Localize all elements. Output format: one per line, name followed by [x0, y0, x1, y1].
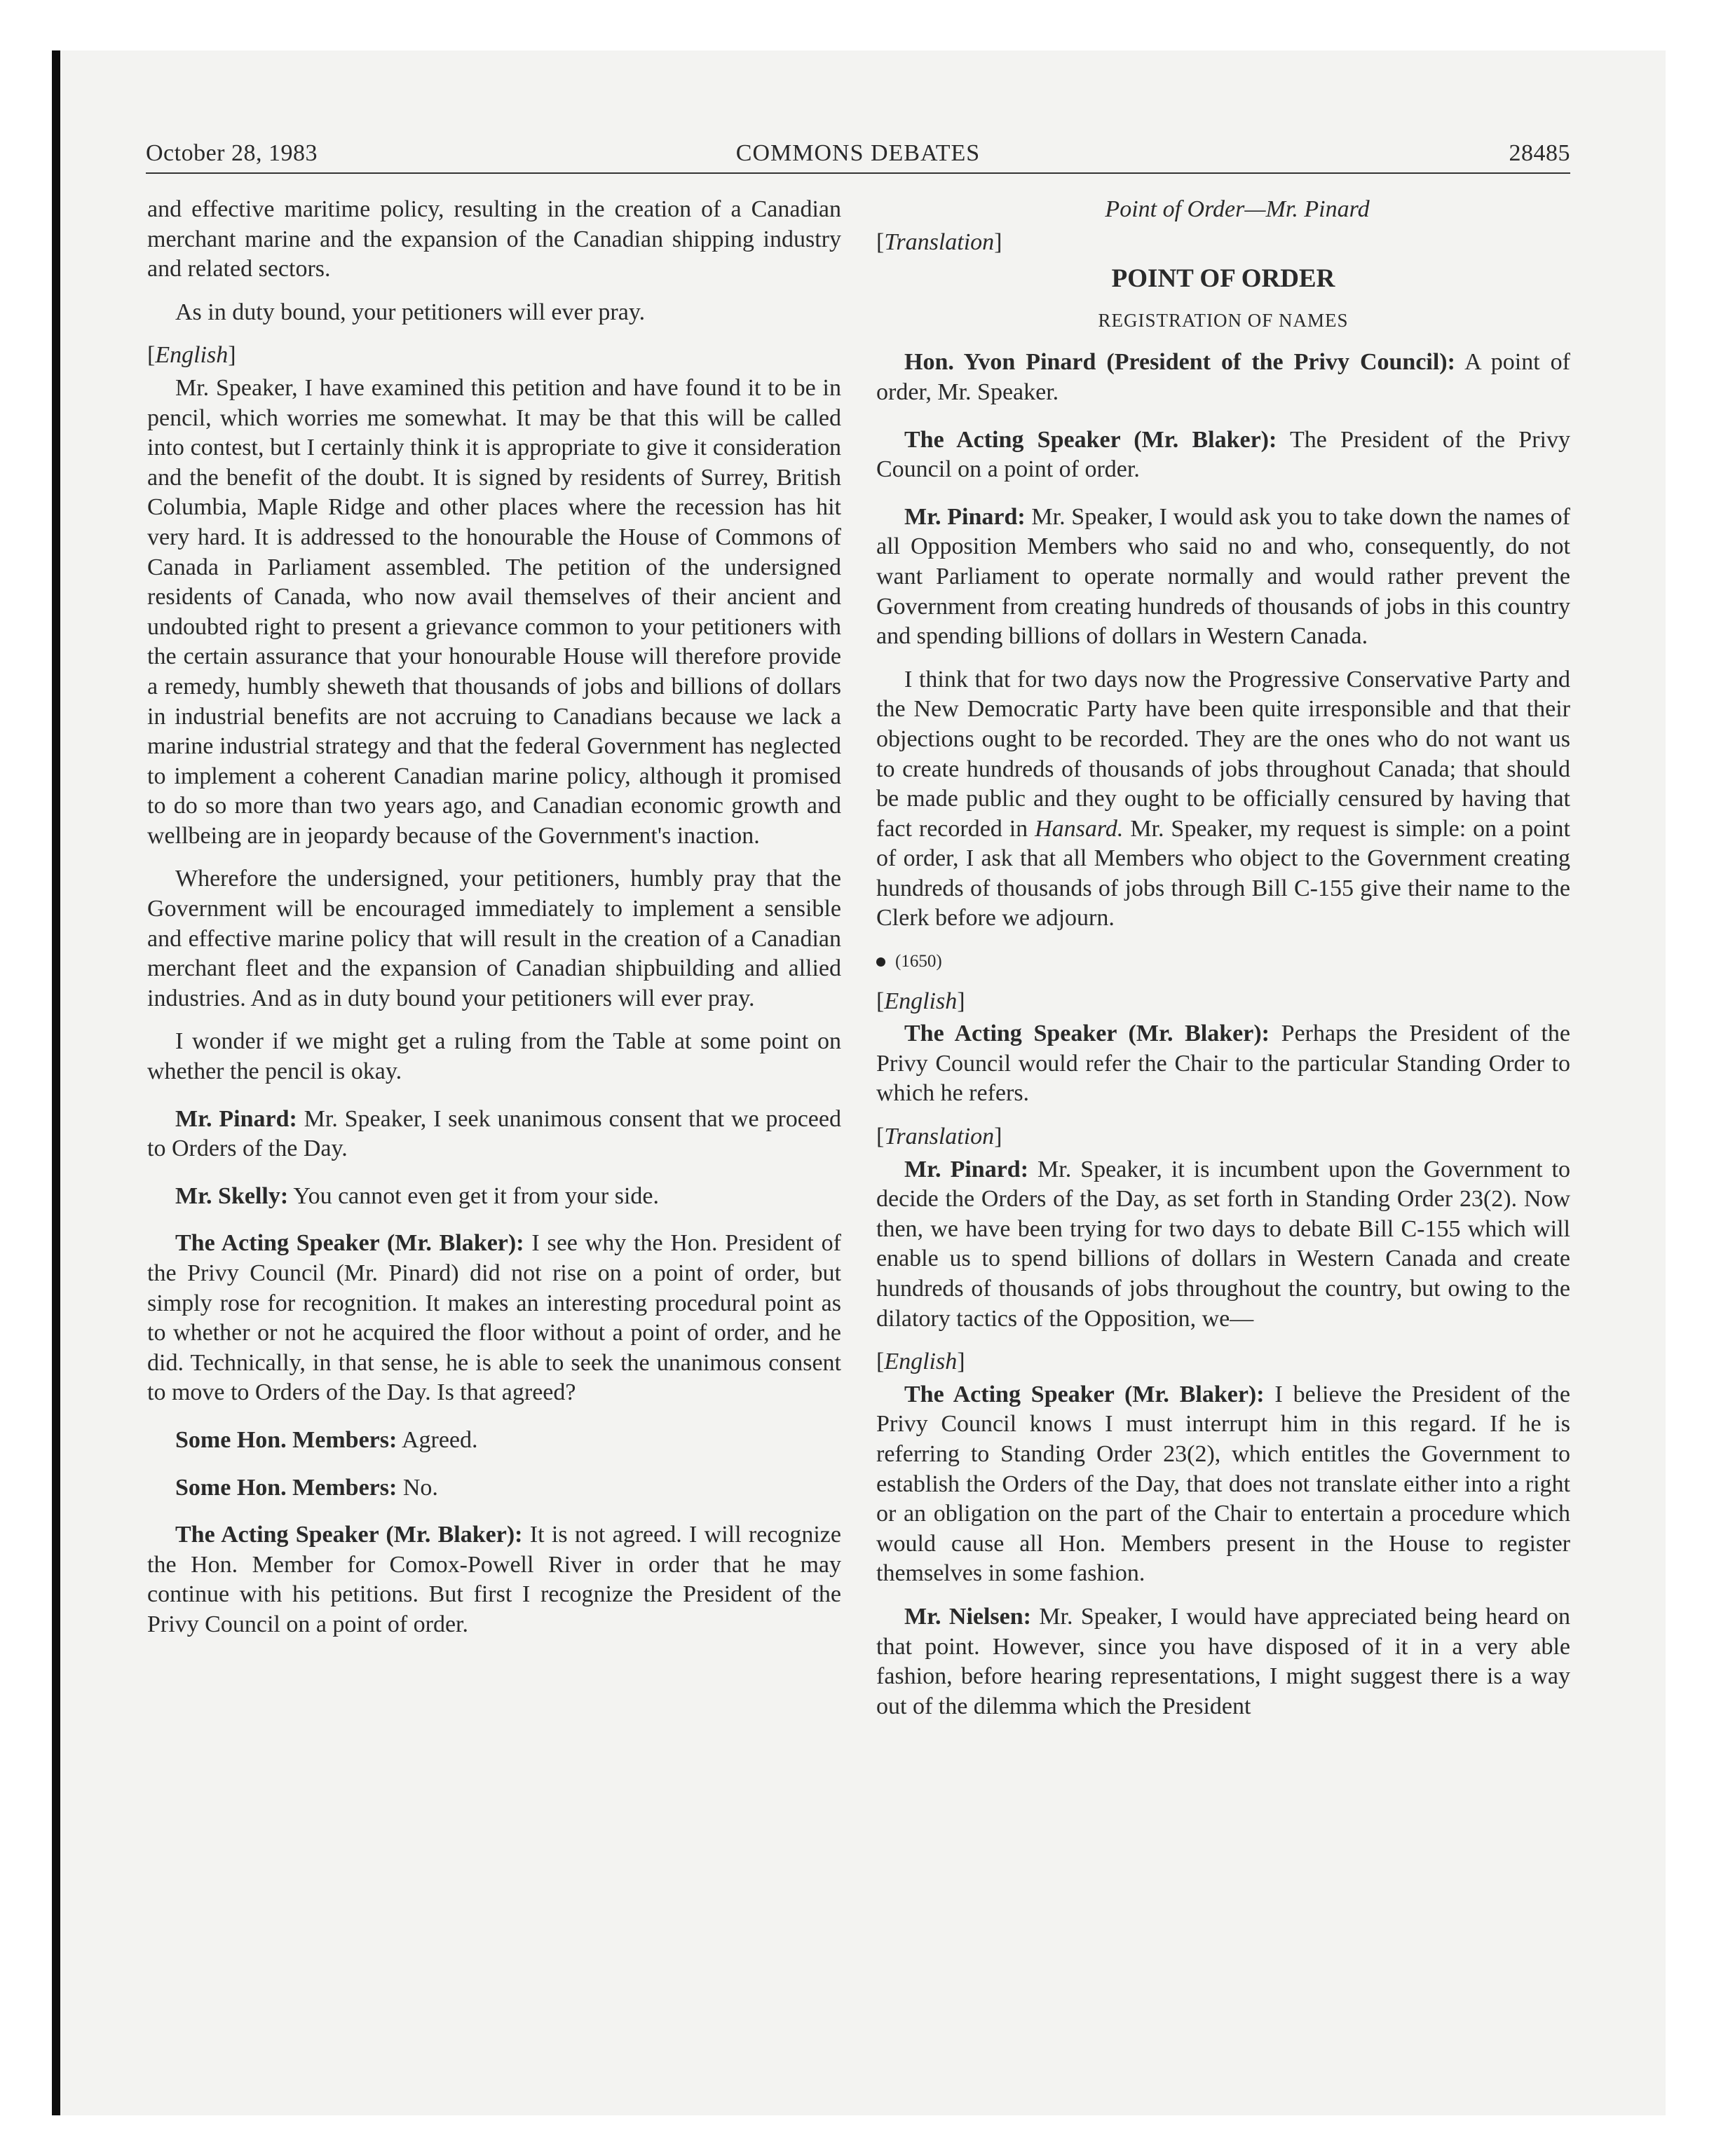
- paragraph: [876, 665, 1570, 934]
- speaker-name: The Acting Speaker (Mr. Blaker):: [175, 1522, 523, 1548]
- speech: [147, 1473, 841, 1503]
- speaker-name: The Acting Speaker (Mr. Blaker):: [175, 1230, 524, 1257]
- language-tag-text: English: [884, 988, 958, 1014]
- paragraph: Mr. Speaker, I have examined this petition and have found it to be in pencil, which worries me somewhat. It may be that this will be called into contest, but I certainly think it is appropriate to give it consideration and the benefit of the doubt. It is signed by residents of Surrey, British Columbia, Maple Ridge and other places where the recession has hit very hard. It is addressed to the honourable the House of Commons of Canada in Parliament assembled. The petition of the undersigned residents of Canada, who now avail themselves of their ancient and undoubted right to present a grievance common to your petitioners with the certain assurance that your honourable House will therefore provide a remedy, humbly sheweth that thousands of jobs and billions of dollars in industrial benefits are not accruing to Canadians because we lack a marine industrial strategy and that the federal Government has neglected to implement a coherent Canadian marine policy, although it promised to do so more than two years ago, and Canadian economic growth and wellbeing are in jeopardy because of the Government's inaction.: [147, 374, 841, 849]
- speaker-name: Hon. Yvon Pinard (President of the Privy Council):: [904, 349, 1455, 376]
- header-page-number: 28485: [1509, 140, 1570, 166]
- speech: [147, 1105, 841, 1164]
- speaker-name: Mr. Pinard:: [904, 1156, 1029, 1182]
- language-tag: [Translation]: [876, 228, 1002, 255]
- speech-text: The President of the Privy Council on a point of order.: [876, 426, 1570, 483]
- speech-text: No.: [397, 1474, 438, 1501]
- header-date: October 28, 1983: [146, 140, 318, 166]
- bullet-icon: [876, 957, 885, 967]
- speaker-name: The Acting Speaker (Mr. Blaker):: [904, 426, 1277, 453]
- section-subheading: REGISTRATION OF NAMES: [1098, 309, 1349, 331]
- speech-text: Mr. Speaker, I seek unanimous consent that we proceed to Orders of the Day.: [147, 1105, 841, 1162]
- language-tag-text: Translation: [884, 228, 995, 255]
- speech: [876, 1602, 1570, 1721]
- header-title: COMMONS DEBATES: [735, 140, 981, 166]
- speech-text: I see why the Hon. President of the Privy Council (Mr. Pinard) did not rise on a point of order, but simply rose for recognition. It makes an interesting procedural point as to whether or not he acquired the floor without a point of order, and he did. Technically, in that sense, he is able to seek the unanimous consent to move to Orders of the Day. Is that agreed?: [147, 1230, 841, 1406]
- speaker-name: The Acting Speaker (Mr. Blaker):: [904, 1381, 1265, 1407]
- header-rule: [146, 172, 1570, 174]
- paragraph: I wonder if we might get a ruling from the Table at some point on whether the pencil is okay.: [147, 1028, 841, 1085]
- speaker-name: Mr. Pinard:: [904, 503, 1026, 530]
- timestamp-text: (1650): [895, 952, 942, 971]
- speech-text: You cannot even get it from your side.: [288, 1182, 659, 1209]
- speaker-name: Mr. Pinard:: [175, 1105, 297, 1132]
- speech: [876, 503, 1570, 652]
- scan-edge: [52, 50, 60, 2115]
- speech-text: It is not agreed. I will recognize the Hon. Member for Comox-Powell River in order that he may continue with his petitions. But first I recognize the President of the Privy Council on a point of order.: [147, 1522, 841, 1637]
- speech-text: Mr. Speaker, I would ask you to take down the names of all Opposition Members who said no and who, consequently, do not want Parliament to operate normally and would rather prevent the Government from creating hundreds of thousands of jobs in this country and spending billions of dollars in Western Canada.: [876, 503, 1570, 650]
- speech: [876, 1380, 1570, 1589]
- language-tag: [English]: [147, 342, 236, 369]
- language-tag: [English]: [876, 1349, 965, 1375]
- language-tag-text: Translation: [884, 1124, 995, 1150]
- paragraph: As in duty bound, your petitioners will ever pray.: [175, 299, 646, 325]
- speech-text: I believe the President of the Privy Council knows I must interrupt him in this regard. If he is referring to Standing Order 23(2), which entitles the Government to establish the Orders of the Day, that does not translate either into a right or an obligation on the part of the Chair to entertain a procedure which would cause all Hon. Members present in the House to register themselves in some fashion.: [876, 1381, 1570, 1587]
- speech-text: Agreed.: [397, 1426, 478, 1453]
- language-tag-text: English: [155, 342, 229, 369]
- speaker-name: Some Hon. Members:: [175, 1426, 397, 1453]
- italic-reference: Hansard.: [1035, 815, 1124, 842]
- speech: [147, 1520, 841, 1639]
- speech: [147, 1426, 841, 1456]
- paragraph: Wherefore the undersigned, your petitioners, humbly pray that the Government will be encouraged immediately to implement a sensible and effective marine policy that will result in the creation of a Canadian merchant fleet and the expansion of Canadian shipbuilding and allied industries. And as in duty bound your petitioners will ever pray.: [147, 866, 841, 1011]
- paragraph: and effective maritime policy, resulting in the creation of a Canadian merchant marine and the expansion of the Canadian shipping industry and related sectors.: [147, 196, 841, 282]
- speech: [876, 348, 1570, 407]
- language-tag-text: English: [884, 1349, 958, 1375]
- paragraph-text: I think that for two days now the Progressive Conservative Party and the New Democratic Party have been quite irresponsible and that their objections ought to be recorded. They are the ones who do not want us to create hundreds of thousands of jobs throughout Canada; that should be made public and they ought to be officially censured by having that fact recorded in: [876, 666, 1570, 842]
- section-heading: POINT OF ORDER: [1111, 264, 1335, 294]
- paragraph-text: Mr. Speaker, my request is simple: on a point of order, I ask that all Members who object to the Government creating hundreds of thousands of jobs through Bill C-155 give their name to the Clerk before we adjourn.: [876, 815, 1570, 932]
- speaker-name: Mr. Skelly:: [175, 1182, 289, 1209]
- left-column: [147, 195, 841, 1653]
- speech-text: Mr. Speaker, it is incumbent upon the Government to decide the Orders of the Day, as set forth in Standing Order 23(2). Now then, we have been trying for two days to debate Bill C-155 which will enable us to spend billions of dollars in Western Canada and create hundreds of thousands of jobs throughout the country, but owing to the dilatory tactics of the Opposition, we—: [876, 1156, 1570, 1332]
- speaker-name: Some Hon. Members:: [175, 1474, 397, 1501]
- speech: [147, 1182, 841, 1212]
- right-column: [876, 195, 1570, 1735]
- timestamp: [876, 947, 1570, 977]
- speech-text: Mr. Speaker, I would have appreciated being heard on that point. However, since you have disposed of it in a very able fashion, before hearing representations, I might suggest there is a way out of the dilemma which the President: [876, 1603, 1570, 1719]
- language-tag: [Translation]: [876, 1124, 1002, 1150]
- speech-text: A point of order, Mr. Speaker.: [876, 349, 1570, 405]
- speaker-name: The Acting Speaker (Mr. Blaker):: [904, 1021, 1270, 1047]
- speaker-name: Mr. Nielsen:: [904, 1603, 1031, 1630]
- speech: [147, 1229, 841, 1408]
- speech-text: Perhaps the President of the Privy Council would refer the Chair to the particular Standing Order to which he refers.: [876, 1021, 1570, 1107]
- running-head: Point of Order—Mr. Pinard: [1105, 196, 1370, 222]
- speech: [876, 425, 1570, 485]
- speech: [876, 1019, 1570, 1109]
- language-tag: [English]: [876, 988, 965, 1014]
- speech: [876, 1155, 1570, 1335]
- page-header: [146, 140, 1570, 174]
